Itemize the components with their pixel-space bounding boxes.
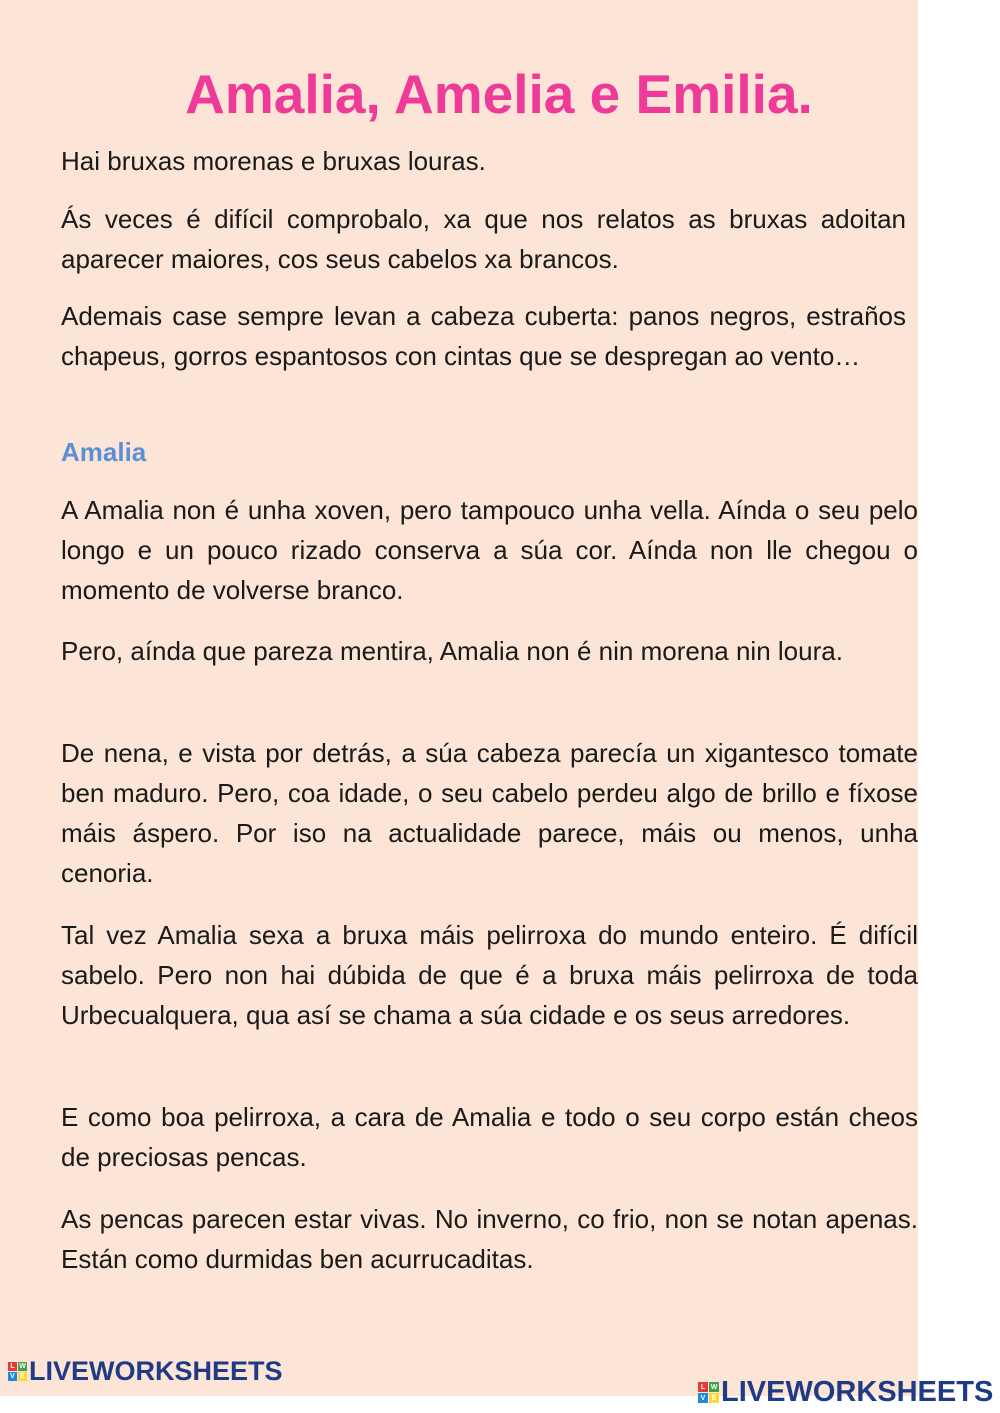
paragraph-amalia-redhead: Tal vez Amalia sexa a bruxa máis pelirroxa do mundo enteiro. É difícil sabelo. Pero non hai dúbida de que é a bruxa máis pelirroxa de toda Urbecualquera, qua así se chama a súa cidade e os seus arredores. bbox=[61, 920, 918, 1030]
paragraph-veces: Ás veces é difícil comprobalo, xa que nos relatos as bruxas adoitan aparecer maiores, cos seus cabelos xa brancos. bbox=[61, 204, 906, 274]
paragraph-amalia-freckles: E como boa pelirroxa, a cara de Amalia e todo o seu corpo están cheos de preciosas pencas. bbox=[61, 1102, 918, 1172]
paragraph-ademais: Ademais case sempre levan a cabeza cuberta: panos negros, estraños chapeus, gorros espantosos con cintas que se despregan ao vento… bbox=[61, 301, 906, 371]
paragraph-amalia-color: Pero, aínda que pareza mentira, Amalia non é nin morena nin loura. bbox=[61, 636, 843, 666]
document-title: Amalia, Amelia e Emilia. bbox=[185, 63, 813, 125]
section-heading-amalia: Amalia bbox=[61, 437, 147, 467]
paragraph-amalia-childhood: De nena, e vista por detrás, a súa cabeza parecía un xigantesco tomate ben maduro. Pero, coa idade, o seu cabelo perdeu algo de brillo e fíxose máis áspero. Por iso na actualidade parece, máis ou menos, unha cenoria. bbox=[61, 738, 918, 888]
liveworksheets-logo-footer[interactable] bbox=[698, 1376, 993, 1409]
paragraph-intro: Hai bruxas morenas e bruxas louras. bbox=[61, 146, 486, 176]
liveworksheets-logo-text: LIVEWORKSHEETS bbox=[721, 1376, 994, 1408]
liveworksheets-logo[interactable] bbox=[8, 1356, 283, 1387]
liveworksheets-mark-icon: L W V E bbox=[698, 1382, 719, 1403]
paragraph-amalia-age: A Amalia non é unha xoven, pero tampouco unha vella. Aínda o seu pelo longo e un pouco rizado conserva a súa cor. Aínda non lle chegou o momento de volverse branco. bbox=[61, 495, 918, 605]
paragraph-amalia-winter: As pencas parecen estar vivas. No inverno, co frio, non se notan apenas. Están como durmidas ben acurrucaditas. bbox=[61, 1204, 918, 1274]
liveworksheets-logo-text: LIVEWORKSHEETS bbox=[29, 1356, 283, 1386]
liveworksheets-mark-icon: L W V E bbox=[8, 1362, 27, 1381]
